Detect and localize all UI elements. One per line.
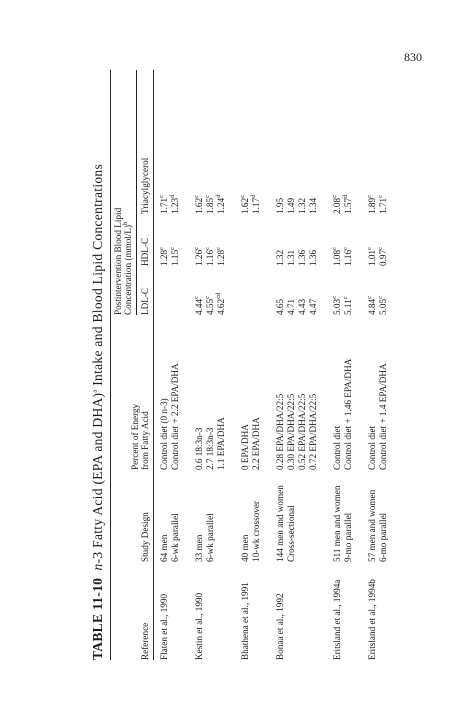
tg-cell: 1.49: [286, 197, 296, 214]
reference-cell: Bonaa et al., 1992: [275, 593, 285, 660]
energy-cell: 0 EPA/DHA: [240, 424, 250, 470]
reference-cell: Kestin et al., 1990: [194, 592, 204, 660]
table-caption: n-3 Fatty Acid (EPA and DHA)$^a$ Intake and Blood Lipid Concentrations: [90, 163, 105, 571]
energy-cell: Control diet + 1.46 EPA/DHA: [343, 358, 353, 470]
ldl-cell: 4.84$^c$: [365, 296, 377, 315]
energy-cell: Control diet: [367, 425, 377, 470]
design-cell: 9-mo parallel: [343, 512, 353, 562]
hdl-cell: 1.15$^c$: [168, 247, 180, 266]
energy-cell: Control diet (0 n-3): [159, 398, 169, 470]
design-cell: Cross-sectional: [286, 505, 296, 562]
table-label: TABLE 11-10: [90, 577, 105, 660]
energy-cell: 2.7 18:3n-3: [205, 427, 215, 470]
header-rule: [153, 70, 154, 660]
energy-cell: 1.1 EPA/DHA: [216, 417, 226, 470]
tg-cell: 1.24$^d$: [214, 194, 226, 214]
reference-cell: Flaten et al., 1990: [159, 593, 169, 660]
ldl-cell: 4.55$^c$: [203, 296, 215, 315]
tg-header: Triacylglycerol: [140, 157, 150, 214]
hdl-cell: 1.16$^c$: [203, 247, 215, 266]
tg-cell: 1.23$^d$: [168, 194, 180, 214]
energy-header-line2: from Fatty Acid: [140, 411, 150, 470]
table-title: [90, 70, 106, 660]
tg-cell: 1.71$^c$: [376, 195, 388, 214]
hdl-cell: 1.08$^c$: [330, 247, 342, 266]
energy-cell: 0.6 18:3n-3: [194, 427, 204, 470]
ldl-cell: 4.65: [275, 298, 285, 315]
group-header-line2: [123, 222, 134, 315]
ldl-cell: 4.71: [286, 298, 296, 315]
hdl-cell: 1.36: [297, 249, 307, 266]
energy-cell: 0.52 EPA/DHA/22:5: [297, 393, 307, 470]
design-cell: 57 men and women: [367, 489, 377, 562]
hdl-cell: 1.01$^c$: [365, 247, 377, 266]
tg-cell: 1.62$^c$: [192, 195, 204, 214]
page-number: 830: [404, 50, 422, 64]
ldl-cell: 5.11$^c$: [341, 296, 353, 315]
rotated-table: [90, 70, 470, 660]
tg-cell: 2.08$^c$: [330, 195, 342, 214]
design-cell: 10-wk crossover: [251, 501, 261, 562]
tg-cell: 1.89$^c$: [365, 195, 377, 214]
hdl-cell: 0.97$^c$: [376, 247, 388, 266]
design-cell: 511 men and women: [332, 485, 342, 562]
tg-cell: 1.57$^d$: [341, 194, 353, 214]
ldl-cell: 5.05$^c$: [376, 296, 388, 315]
reference-header: Reference: [140, 622, 150, 660]
design-cell: 64 men: [159, 534, 169, 562]
tg-cell: 1.71$^c$: [157, 195, 169, 214]
energy-cell: 0.30 EPA/DHA/22:5: [286, 393, 296, 470]
design-cell: 6-wk parallel: [170, 513, 180, 562]
tg-cell: 1.62$^c$: [238, 195, 250, 214]
energy-cell: Control diet + 1.4 EPA/DHA: [378, 363, 388, 470]
ldl-cell: 5.03$^c$: [330, 296, 342, 315]
tg-cell: 1.95: [275, 197, 285, 214]
hdl-cell: 1.31: [286, 249, 296, 266]
group-underline: [136, 70, 137, 315]
hdl-cell: 1.16$^c$: [341, 247, 353, 266]
tg-cell: 1.32: [297, 197, 307, 214]
ldl-header: LDL-C: [140, 287, 150, 315]
hdl-header: HDL-C: [140, 237, 150, 266]
hdl-cell: 1.28$^c$: [157, 247, 169, 266]
energy-cell: 0.72 EPA/DHA/22:5: [308, 393, 318, 470]
ldl-cell: 4.62$^{cd}$: [214, 292, 226, 315]
design-cell: 144 men and women: [275, 485, 285, 562]
group-header-line1: Postintervention Blood Lipid: [113, 207, 123, 315]
group-header-text: Concentration (mmol/L)$^b$: [121, 221, 133, 315]
ldl-cell: 4.44$^c$: [192, 296, 204, 315]
energy-cell: Control diet: [332, 425, 342, 470]
hdl-cell: 1.26$^c$: [192, 247, 204, 266]
design-cell: 6-mo parallel: [378, 512, 388, 562]
ldl-cell: 4.47: [308, 298, 318, 315]
tg-cell: 1.85$^c$: [203, 195, 215, 214]
ldl-cell: 4.43: [297, 298, 307, 315]
design-header: Study Design: [140, 512, 150, 562]
tg-cell: 1.17$^d$: [249, 194, 261, 214]
energy-cell: 2.2 EPA/DHA: [251, 417, 261, 470]
hdl-cell: 1.32: [275, 249, 285, 266]
tg-cell: 1.34: [308, 197, 318, 214]
top-rule: [110, 70, 111, 660]
reference-cell: Bhathena et al., 1991: [240, 582, 250, 660]
hdl-cell: 1.28$^c$: [214, 247, 226, 266]
energy-cell: 0.28 EPA/DHA/22:5: [275, 393, 285, 470]
design-cell: 40 men: [240, 534, 250, 562]
hdl-cell: 1.36: [308, 249, 318, 266]
reference-cell: Eritsland et al., 1994b: [367, 579, 377, 660]
energy-cell: Control diet + 2.2 EPA/DHA: [170, 363, 180, 470]
reference-cell: Eritsland et al., 1994a: [332, 579, 342, 660]
energy-header-line1: Percent of Energy: [130, 403, 140, 470]
design-cell: 6-wk parallel: [205, 513, 215, 562]
design-cell: 33 men: [194, 534, 204, 562]
